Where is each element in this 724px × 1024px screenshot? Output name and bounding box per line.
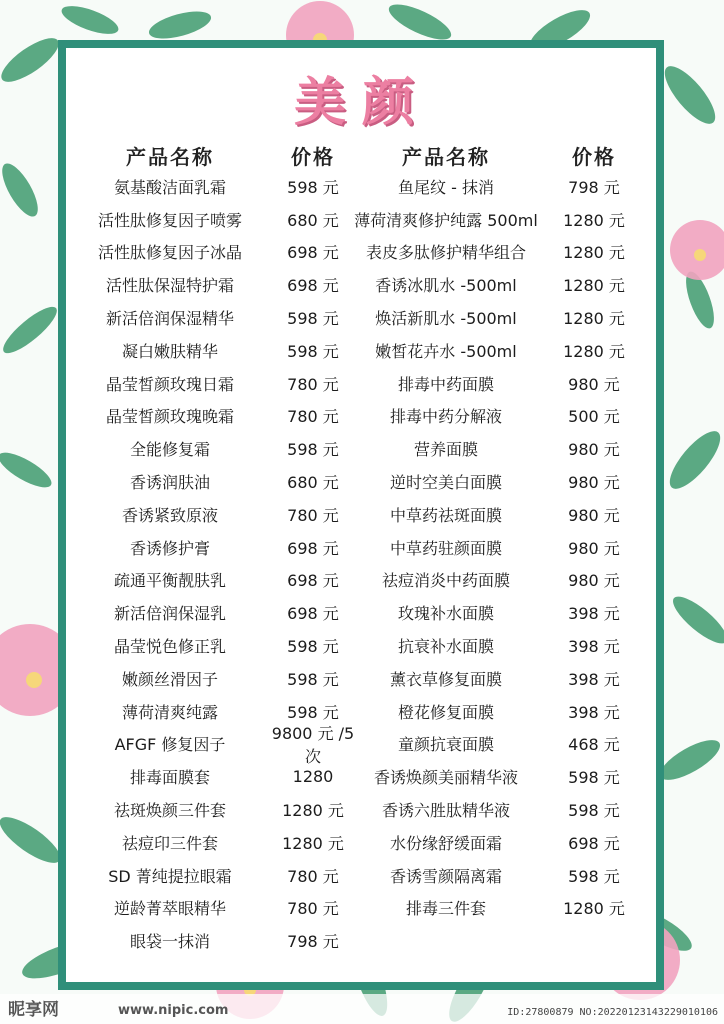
list-item <box>72 531 358 564</box>
list-item <box>346 367 642 400</box>
product-name: 排毒中药分解液 <box>389 407 502 427</box>
product-price: 780 元 <box>287 899 339 919</box>
list-item <box>72 236 358 269</box>
product-name: 鱼尾纹 - 抹消 <box>398 177 494 197</box>
list-item <box>346 596 642 629</box>
product-name: 香诱冰肌水 -500ml <box>375 276 517 296</box>
column-header-price: 价格 <box>291 144 335 169</box>
list-item <box>72 629 358 662</box>
product-name: 晶莹悦色修正乳 <box>113 637 226 657</box>
product-name: 香诱润肤油 <box>129 473 210 493</box>
product-name: 氨基酸洁面乳霜 <box>113 177 226 197</box>
list-item <box>72 301 358 334</box>
product-price: 398 元 <box>568 702 620 722</box>
product-name: 排毒三件套 <box>405 899 486 919</box>
product-price: 1280 元 <box>563 899 625 919</box>
product-price: 500 元 <box>568 407 620 427</box>
product-price: 598 元 <box>287 341 339 361</box>
list-item <box>346 793 642 826</box>
product-price: 398 元 <box>568 637 620 657</box>
list-item <box>72 170 358 203</box>
product-price: 680 元 <box>287 473 339 493</box>
product-name: 晶莹皙颜玫瑰晚霜 <box>105 407 234 427</box>
product-price: 598 元 <box>287 637 339 657</box>
watermark-id: ID:27800879 NO:20220123143229010106 <box>507 1007 718 1018</box>
product-price: 598 元 <box>287 440 339 460</box>
product-price: 698 元 <box>287 538 339 558</box>
product-name: SD 菁纯提拉眼霜 <box>108 866 232 886</box>
product-name: 焕活新肌水 -500ml <box>375 309 517 329</box>
list-item <box>72 924 358 957</box>
product-name: 水份缘舒缓面霜 <box>389 833 502 853</box>
product-price: 598 元 <box>287 177 339 197</box>
product-price: 698 元 <box>287 276 339 296</box>
list-item <box>346 498 642 531</box>
list-item <box>72 859 358 892</box>
list-item <box>346 564 642 597</box>
list-item <box>72 826 358 859</box>
list-item <box>346 301 642 334</box>
product-name: 逆时空美白面膜 <box>389 473 502 493</box>
list-item <box>72 432 358 465</box>
product-price: 598 元 <box>568 866 620 886</box>
list-item <box>72 334 358 367</box>
list-item <box>72 596 358 629</box>
product-name: 香诱修护膏 <box>129 538 210 558</box>
product-price: 698 元 <box>568 833 620 853</box>
product-price: 1280 元 <box>282 801 344 821</box>
product-name: 凝白嫩肤精华 <box>121 341 218 361</box>
list-item <box>346 760 642 793</box>
product-price: 598 元 <box>287 309 339 329</box>
product-name: 嫩皙花卉水 -500ml <box>375 341 517 361</box>
product-name: 排毒面膜套 <box>129 768 210 788</box>
list-item <box>346 203 642 236</box>
list-item <box>346 826 642 859</box>
list-item <box>346 432 642 465</box>
column-header-price: 价格 <box>572 144 616 169</box>
list-item <box>72 564 358 597</box>
product-name: 香诱雪颜隔离霜 <box>389 866 502 886</box>
watermark-bar <box>0 994 724 1024</box>
product-price: 598 元 <box>287 669 339 689</box>
product-name: 薄荷清爽修护纯露 500ml <box>354 210 538 230</box>
product-price: 398 元 <box>568 669 620 689</box>
product-name: 童颜抗衰面膜 <box>397 735 494 755</box>
product-price: 780 元 <box>287 407 339 427</box>
list-item <box>346 531 642 564</box>
product-name: 晶莹皙颜玫瑰日霜 <box>105 374 234 394</box>
product-price: 980 元 <box>568 440 620 460</box>
product-price: 980 元 <box>568 571 620 591</box>
product-name: 祛痘印三件套 <box>121 833 218 853</box>
product-name: 玫瑰补水面膜 <box>397 604 494 624</box>
product-price: 980 元 <box>568 538 620 558</box>
product-price: 398 元 <box>568 604 620 624</box>
product-price: 598 元 <box>568 801 620 821</box>
column-header-name: 产品名称 <box>402 144 490 169</box>
product-price: 1280 元 <box>563 243 625 263</box>
product-name: 新活倍润保湿精华 <box>105 309 234 329</box>
list-item <box>346 892 642 925</box>
product-price: 698 元 <box>287 604 339 624</box>
product-name: 橙花修复面膜 <box>397 702 494 722</box>
product-price: 798 元 <box>287 932 339 952</box>
product-price: 780 元 <box>287 505 339 525</box>
product-price: 780 元 <box>287 866 339 886</box>
list-item <box>346 170 642 203</box>
product-price: 698 元 <box>287 243 339 263</box>
product-name: 中草药驻颜面膜 <box>389 538 502 558</box>
list-item <box>346 465 642 498</box>
product-price: 1280 元 <box>563 210 625 230</box>
list-item <box>346 268 642 301</box>
product-price: 598 元 <box>287 702 339 722</box>
list-item <box>346 236 642 269</box>
product-name: 营养面膜 <box>413 440 478 460</box>
product-name: 薰衣草修复面膜 <box>389 669 502 689</box>
product-price: 798 元 <box>568 177 620 197</box>
product-price: 980 元 <box>568 473 620 493</box>
list-item <box>346 334 642 367</box>
product-name: 活性肽保湿特护霜 <box>105 276 234 296</box>
product-price: 1280 元 <box>563 309 625 329</box>
price-list-left <box>72 140 358 957</box>
column-header-name: 产品名称 <box>126 144 214 169</box>
list-item <box>346 728 642 761</box>
product-price: 468 元 <box>568 735 620 755</box>
page-title: 美颜 <box>293 73 430 133</box>
header-row <box>346 140 642 170</box>
list-item <box>72 400 358 433</box>
price-list-right <box>346 140 642 924</box>
product-name: 全能修复霜 <box>129 440 210 460</box>
product-name: 排毒中药面膜 <box>397 374 494 394</box>
product-name: 新活倍润保湿乳 <box>113 604 226 624</box>
product-price: 980 元 <box>568 505 620 525</box>
list-item <box>346 629 642 662</box>
list-item <box>346 695 642 728</box>
list-item <box>346 662 642 695</box>
list-item <box>72 465 358 498</box>
product-name: 中草药祛斑面膜 <box>389 505 502 525</box>
list-item <box>72 268 358 301</box>
product-price: 680 元 <box>287 210 339 230</box>
list-item <box>72 892 358 925</box>
product-price: 1280 元 <box>563 341 625 361</box>
header-row <box>72 140 358 170</box>
list-item <box>72 203 358 236</box>
product-name: 疏通平衡靓肤乳 <box>113 571 226 591</box>
product-price: 698 元 <box>287 571 339 591</box>
list-item <box>72 662 358 695</box>
list-item <box>72 367 358 400</box>
product-name: 活性肽修复因子冰晶 <box>97 243 242 263</box>
product-name: 活性肽修复因子喷雾 <box>97 210 242 230</box>
watermark-url: www.nipic.com <box>118 1003 229 1018</box>
list-item <box>72 793 358 826</box>
list-item <box>346 859 642 892</box>
product-name: 逆龄菁萃眼精华 <box>113 899 226 919</box>
product-price: 780 元 <box>287 374 339 394</box>
product-name: 抗衰补水面膜 <box>397 637 494 657</box>
product-price: 1280 元 <box>282 833 344 853</box>
list-item <box>72 498 358 531</box>
product-price: 598 元 <box>568 768 620 788</box>
product-name: 眼袋一抹消 <box>129 932 210 952</box>
product-name: AFGF 修复因子 <box>114 735 226 755</box>
product-price: 1280 <box>292 767 334 787</box>
product-price: 1280 元 <box>563 276 625 296</box>
list-item <box>346 400 642 433</box>
product-name: 香诱紧致原液 <box>121 505 218 525</box>
product-name: 嫩颜丝滑因子 <box>121 669 218 689</box>
product-price: 980 元 <box>568 374 620 394</box>
list-item <box>72 723 358 766</box>
product-name: 香诱焕颜美丽精华液 <box>373 768 518 788</box>
product-name: 香诱六胜肽精华液 <box>381 801 510 821</box>
product-name: 薄荷清爽纯露 <box>121 702 218 722</box>
product-name: 祛斑焕颜三件套 <box>113 801 226 821</box>
product-name: 表皮多肽修护精华组合 <box>365 243 526 263</box>
watermark-logo: 昵享网 <box>8 1000 59 1020</box>
product-name: 祛痘消炎中药面膜 <box>381 571 510 591</box>
product-price: 9800 元 /5 次 <box>271 723 355 766</box>
